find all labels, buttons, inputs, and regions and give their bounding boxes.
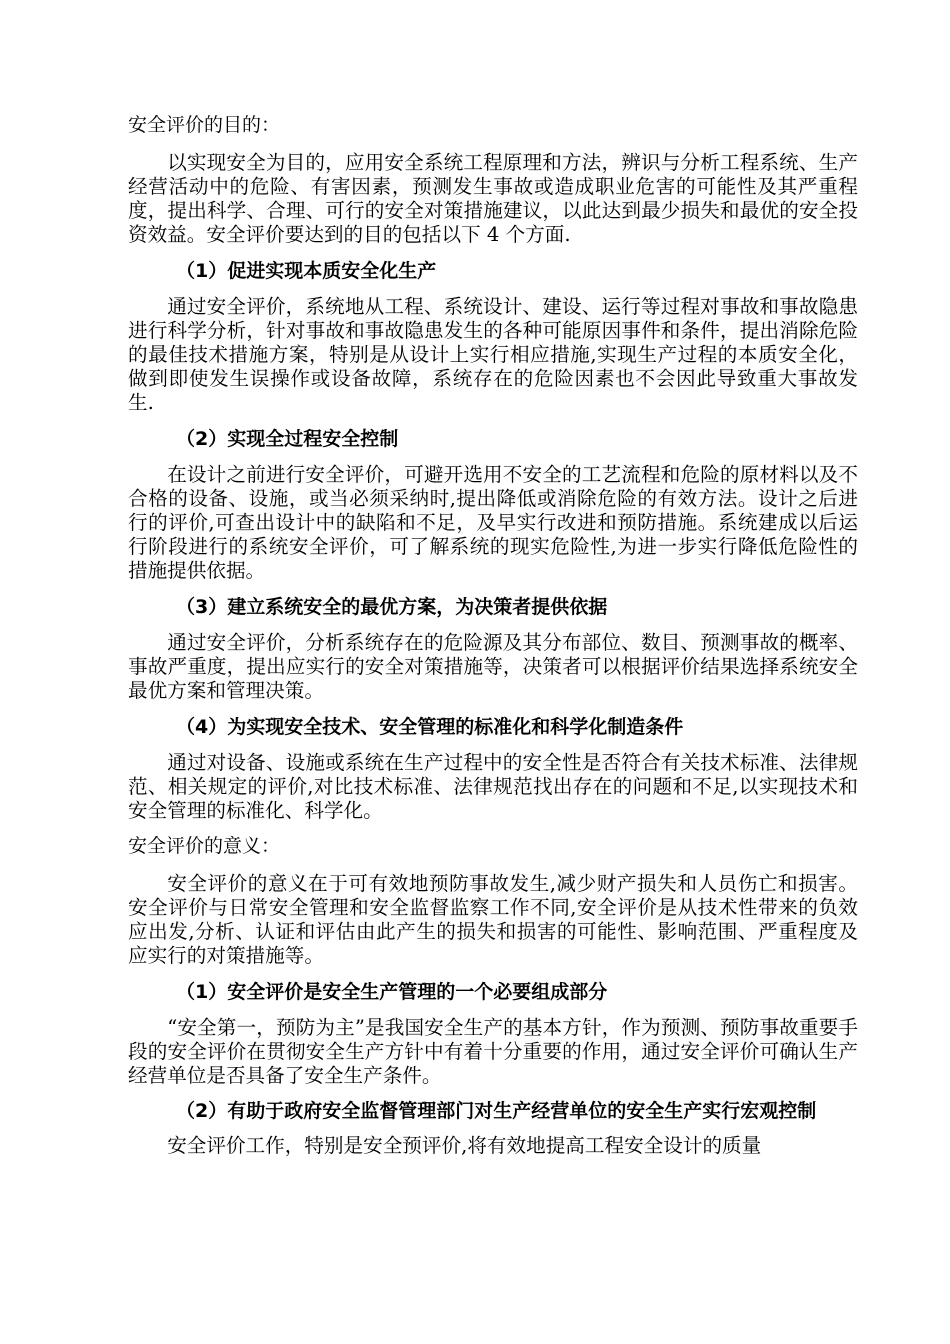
purpose-heading: 安全评价的目的： bbox=[128, 114, 281, 136]
purpose-item-3-body: 通过安全评价，分析系统存在的危险源及其分布部位、数目、预测事故的概率、事故严重度，提出应实行的安全对策措施等，决策者可以根据评价结果选择系统安全最优方案和管理决策。 bbox=[128, 631, 858, 702]
meaning-item-2-body: 安全评价工作，特别是安全预评价,将有效地提高工程安全设计的质量 bbox=[167, 1134, 762, 1157]
meaning-item-1-body: “安全第一，预防为主”是我国安全生产的基本方针，作为预测、预防事故重要手段的安全评价在贯彻安全生产方针中有着十分重要的作用，通过安全评价可确认生产经营单位是否具备了安全生产条件。 bbox=[128, 1016, 858, 1087]
purpose-item-2-body: 在设计之前进行安全评价，可避开选用不安全的工艺流程和危险的原材料以及不合格的设备、设施，或当必须采纳时,提出降低或消除危险的有效方法。设计之后进行的评价,可查出设计中的缺陷和不足，及早实行改进和预防措施。系统建成以后运行阶段进行的系统安全评价，可了解系统的现实危险性,为进一步实行降低危险性的措施提供依据。 bbox=[128, 463, 858, 582]
purpose-item-4-heading: （4）为实现安全技术、安全管理的标准化和科学化制造条件 bbox=[176, 716, 684, 738]
meaning-item-1-heading: （1）安全评价是安全生产管理的一个必要组成部分 bbox=[176, 981, 608, 1003]
purpose-item-1-heading: （1）促进实现本质安全化生产 bbox=[176, 260, 437, 282]
meaning-heading: 安全评价的意义： bbox=[128, 835, 281, 857]
document-body bbox=[128, 112, 858, 1168]
purpose-item-4-body: 通过对设备、设施或系统在生产过程中的安全性是否符合有关技术标准、法律规范、相关规定的评价,对比技术标准、法律规范找出存在的问题和不足,以实现技术和安全管理的标准化、科学化。 bbox=[128, 751, 858, 822]
purpose-item-1-body: 通过安全评价，系统地从工程、系统设计、建设、运行等过程对事故和事故隐患进行科学分析，针对事故和事故隐患发生的各种可能原因事件和条件，提出消除危险的最佳技术措施方案，特别是从设计上实行相应措施,实现生产过程的本质安全化，做到即使发生误操作或设备故障，系统存在的危险因素也不会因此导致重大事故发生. bbox=[128, 295, 858, 414]
meaning-item-2-heading: （2）有助于政府安全监督管理部门对生产经营单位的安全生产实行宏观控制 bbox=[176, 1100, 817, 1122]
purpose-intro-paragraph: 以实现安全为目的，应用安全系统工程原理和方法，辨识与分析工程系统、生产经营活动中的危险、有害因素，预测发生事故或造成职业危害的可能性及其严重程度，提出科学、合理、可行的安全对策措施建议，以此达到最少损失和最优的安全投资效益。安全评价要达到的目的包括以下 4 个方面. bbox=[128, 151, 858, 246]
meaning-intro-paragraph: 安全评价的意义在于可有效地预防事故发生,减少财产损失和人员伤亡和损害。安全评价与日常安全管理和安全监督监察工作不同,安全评价是从技术性带来的负效应出发,分析、认证和评估由此产生的损失和损害的可能性、影响范围、严重程度及应实行的对策措施等。 bbox=[128, 872, 858, 967]
purpose-item-2-heading: （2）实现全过程安全控制 bbox=[176, 428, 399, 450]
purpose-item-3-heading: （3）建立系统安全的最优方案，为决策者提供依据 bbox=[176, 596, 608, 618]
